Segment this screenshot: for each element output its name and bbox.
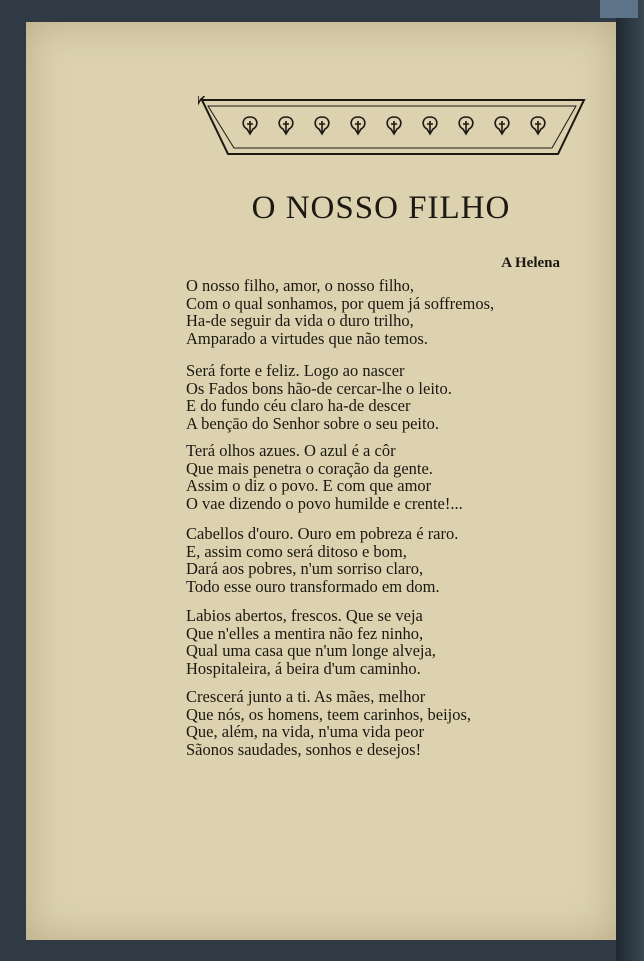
- verse-line: O nosso filho, amor, o nosso filho,: [186, 276, 415, 295]
- stanza-1: [186, 277, 494, 347]
- verse-line: Os Fados bons hão-de cercar-lhe o leito.: [186, 378, 452, 398]
- verse-line: Será forte e feliz. Logo ao nascer: [186, 361, 405, 380]
- verse-line: Todo esse ouro transformado em dom.: [186, 576, 440, 596]
- verse-line: Cabellos d'ouro. Ouro em pobreza é raro.: [186, 524, 459, 543]
- poem-dedication: A Helena: [501, 255, 560, 271]
- verse-line: Qual uma casa que n'um longe alveja,: [186, 641, 436, 660]
- verse-line: O vae dizendo o povo humilde e crente!...: [186, 493, 463, 513]
- verse-line: Labios abertos, frescos. Que se veja: [186, 606, 423, 625]
- verse-line: Que mais penetra o coração da gente.: [186, 458, 433, 478]
- verse-line: Que n'elles a mentira não fez ninho,: [186, 623, 424, 643]
- page-edge: [616, 0, 644, 961]
- verse-line: Ha-de seguir da vida o duro trilho,: [186, 311, 414, 330]
- verse-line: Hospitaleira, á beira d'um caminho.: [186, 658, 421, 678]
- stanza-6: [186, 688, 471, 758]
- stanza-3: [186, 442, 463, 512]
- stanza-2: [186, 362, 452, 432]
- stanza-5: [186, 607, 436, 677]
- verse-line: Dará aos pobres, n'um sorriso claro,: [186, 559, 424, 578]
- poem-title: O NOSSO FILHO: [251, 190, 511, 226]
- stanza-4: [186, 525, 458, 595]
- book-spine-strip: [600, 0, 638, 18]
- page: [26, 22, 616, 940]
- verse-line: E do fundo céu claro ha-de descer: [186, 396, 411, 415]
- verse-line: Que, além, na vida, n'uma vida peor: [186, 722, 425, 741]
- verse-line: Sãonos saudades, sonhos e desejos!: [186, 739, 422, 759]
- verse-line: Amparado a virtudes que não temos.: [186, 328, 428, 348]
- verse-line: Terá olhos azues. O azul é a côr: [186, 441, 396, 460]
- verse-line: A bençāo do Senhor sobre o seu peito.: [186, 413, 439, 433]
- verse-line: E, assim como será ditoso e bom,: [186, 541, 407, 561]
- verse-line: Crescerá junto a ti. As mães, melhor: [186, 687, 426, 706]
- ornament-icon: [198, 96, 588, 158]
- verse-line: Que nós, os homens, teem carinhos, beijos,: [186, 704, 472, 724]
- verse-line: Com o qual sonhamos, por quem já soffremos,: [186, 293, 495, 313]
- verse-line: Assim o diz o povo. E com que amor: [186, 476, 432, 495]
